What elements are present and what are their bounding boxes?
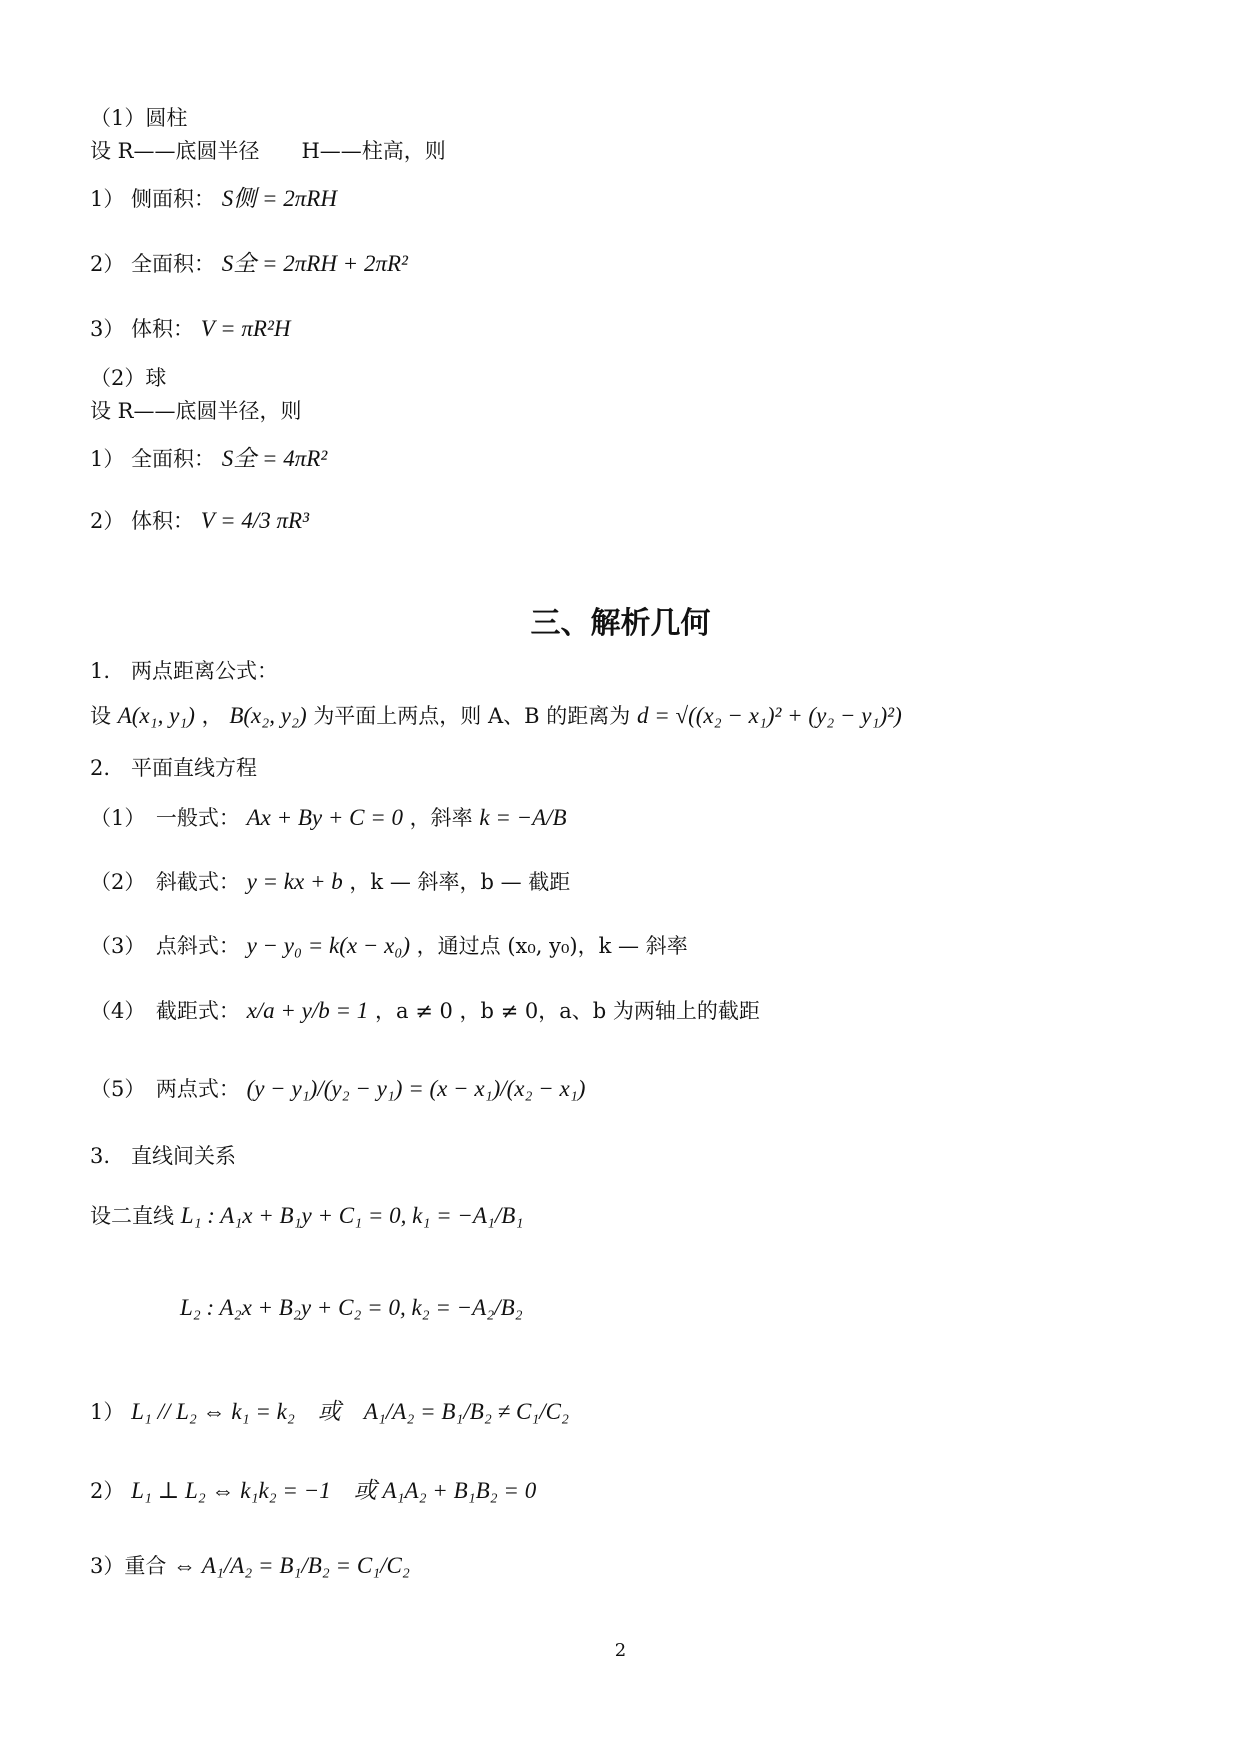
line-eq-point-slope-note: ，通过点 (x₀, y₀)，k — 斜率 [416,934,688,958]
line-eq-general-note: ，斜率 [409,806,473,830]
relation-l1 [90,1200,523,1230]
relation-l2-formula: L₂ : A₂x + B₂y + C₂ = 0, k₂ = −A₂/B₂ [180,1295,523,1320]
line-eq-slope-intercept-note: ，k — 斜率，b — 截距 [349,870,571,894]
point-b: B(x₂, y₂) [229,703,307,728]
distance-heading: 1. 两点距离公式： [90,659,279,683]
sphere-volume [90,505,309,535]
relation-setup-label: 设二直线 [90,1204,174,1228]
line-eq-two-point-formula: (y − y₁)/(y₂ − y₁) = (x − x₁)/(x₂ − x₁) [246,1076,586,1101]
line-eq-general-slope: k = −A/B [479,805,567,830]
page-number: 2 [614,1640,627,1661]
point-a: A(x₁, y₁) [117,703,195,728]
relation-perpendicular [90,1472,536,1505]
relation-coincide-label: 3）重合 [90,1554,167,1578]
line-eq-general-formula: Ax + By + C = 0 [246,805,403,830]
relation-perp-formula: L₁ ⊥ L₂ ⇔ k₁k₂ = −1 或 A₁A₂ + B₁B₂ = 0 [131,1478,537,1503]
cylinder-volume-formula: V = πR²H [200,316,291,341]
cylinder-lateral-label: 1） 侧面积： [90,187,216,211]
sphere-setup: 设 R——底圆半径，则 [90,399,302,423]
line-eq-intercept-note: ，a ≠ 0 ，b ≠ 0，a、b 为两轴上的截距 [375,999,760,1023]
distance-text-a: 设 [90,704,111,728]
sphere-total-formula: S全 = 4πR² [221,446,328,471]
line-eq-point-slope [90,930,688,960]
line-eq-general-label: （1） 一般式： [90,806,240,830]
sphere-total-area [90,440,327,473]
cylinder-total-area [90,245,408,278]
relation-coincide-formula: ⇔ A₁/A₂ = B₁/B₂ = C₁/C₂ [173,1553,410,1578]
line-eq-intercept [90,995,760,1025]
cylinder-volume [90,313,290,343]
cylinder-total-formula: S全 = 2πRH + 2πR² [221,251,408,276]
sphere-volume-formula: V = 4/3 πR³ [200,508,309,533]
distance-text-mid: 为平面上两点，则 A、B 的距离为 [313,704,631,728]
line-eq-slope-intercept [90,866,570,896]
cylinder-setup: 设 R——底圆半径 H——柱高，则 [90,139,446,163]
line-eq-heading: 2. 平面直线方程 [90,756,258,780]
relation-parallel-formula: L₁ // L₂ ⇔ k₁ = k₂ 或 A₁/A₂ = B₁/B₂ ≠ C₁/C₂ [131,1399,570,1424]
cylinder-total-label: 2） 全面积： [90,252,216,276]
relation-parallel [90,1393,569,1426]
sphere-total-label: 1） 全面积： [90,447,216,471]
sphere-heading: （2）球 [90,366,167,390]
line-eq-point-slope-formula: y − y₀ = k(x − x₀) [246,933,410,958]
line-eq-slope-intercept-label: （2） 斜截式： [90,870,240,894]
line-eq-intercept-label: （4） 截距式： [90,999,240,1023]
line-eq-slope-intercept-formula: y = kx + b [246,869,343,894]
relation-l2 [180,1295,523,1321]
cylinder-volume-label: 3） 体积： [90,317,195,341]
line-eq-general [90,802,567,832]
cylinder-lateral-formula: S侧 = 2πRH [221,186,337,211]
relation-parallel-label: 1） [90,1400,125,1424]
line-eq-two-point-label: （5） 两点式： [90,1077,240,1101]
relation-coincide [90,1550,410,1580]
relation-l1-formula: L₁ : A₁x + B₁y + C₁ = 0, k₁ = −A₁/B₁ [180,1203,524,1228]
cylinder-heading: （1）圆柱 [90,106,188,130]
distance-formula-line: 设 A(x₁, y₁) ， B(x₂, y₂) 为平面上两点，则 A、B 的距离为 d = √((x₂ − x₁)² + (y₂ − y₁)²) [90,703,902,728]
relation-heading: 3. 直线间关系 [90,1144,237,1168]
section-title: 三、解析几何 [530,606,711,641]
line-eq-two-point [90,1073,585,1103]
relation-perp-label: 2） [90,1479,125,1503]
cylinder-lateral-area [90,180,337,213]
distance-formula: d = √((x₂ − x₁)² + (y₂ − y₁)²) [636,703,902,728]
sphere-volume-label: 2） 体积： [90,509,195,533]
line-eq-point-slope-label: （3） 点斜式： [90,934,240,958]
line-eq-intercept-formula: x/a + y/b = 1 [246,998,369,1023]
